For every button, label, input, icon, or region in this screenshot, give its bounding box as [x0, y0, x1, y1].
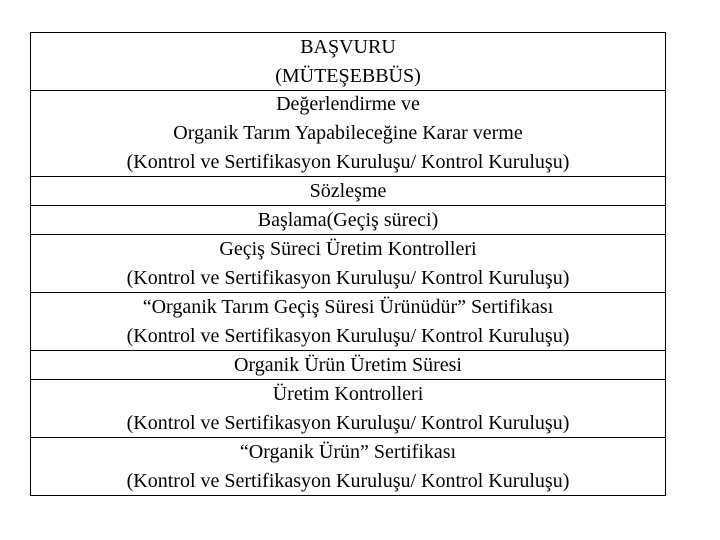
- step-production-controls: [31, 379, 665, 437]
- step-line: (Kontrol ve Sertifikasyon Kuruluşu/ Kontrol Kuruluşu): [126, 324, 570, 347]
- step-line: (Kontrol ve Sertifikasyon Kuruluşu/ Kontrol Kuruluşu): [126, 469, 570, 492]
- step-organic-production-period: [31, 350, 665, 379]
- step-transition-controls: [31, 234, 665, 292]
- step-contract: [31, 176, 665, 205]
- step-application: [31, 33, 665, 90]
- step-line: (Kontrol ve Sertifikasyon Kuruluşu/ Kontrol Kuruluşu): [126, 266, 570, 289]
- step-line: Organik Ürün Üretim Süresi: [234, 353, 462, 376]
- step-line: Geçiş Süreci Üretim Kontrolleri: [219, 237, 477, 260]
- step-line: BAŞVURU: [300, 35, 396, 58]
- step-line: (Kontrol ve Sertifikasyon Kuruluşu/ Kontrol Kuruluşu): [126, 151, 570, 173]
- step-line: Organik Tarım Yapabileceğine Karar verme: [173, 122, 523, 144]
- step-transition-certificate: [31, 292, 665, 350]
- step-line: (MÜTEŞEBBÜS): [275, 64, 421, 87]
- step-line: Değerlendirme ve: [276, 93, 420, 115]
- step-line: “Organik Ürün” Sertifikası: [239, 440, 457, 463]
- step-start: [31, 205, 665, 234]
- step-line: Üretim Kontrolleri: [272, 382, 424, 405]
- process-table: [30, 32, 666, 496]
- step-line: (Kontrol ve Sertifikasyon Kuruluşu/ Kontrol Kuruluşu): [126, 411, 570, 434]
- step-line: Sözleşme: [309, 179, 387, 202]
- step-line: Başlama(Geçiş süreci): [257, 208, 439, 231]
- step-evaluation: [31, 90, 665, 176]
- step-organic-certificate: [31, 437, 665, 495]
- step-line: “Organik Tarım Geçiş Süresi Ürünüdür” Sertifikası: [142, 295, 554, 318]
